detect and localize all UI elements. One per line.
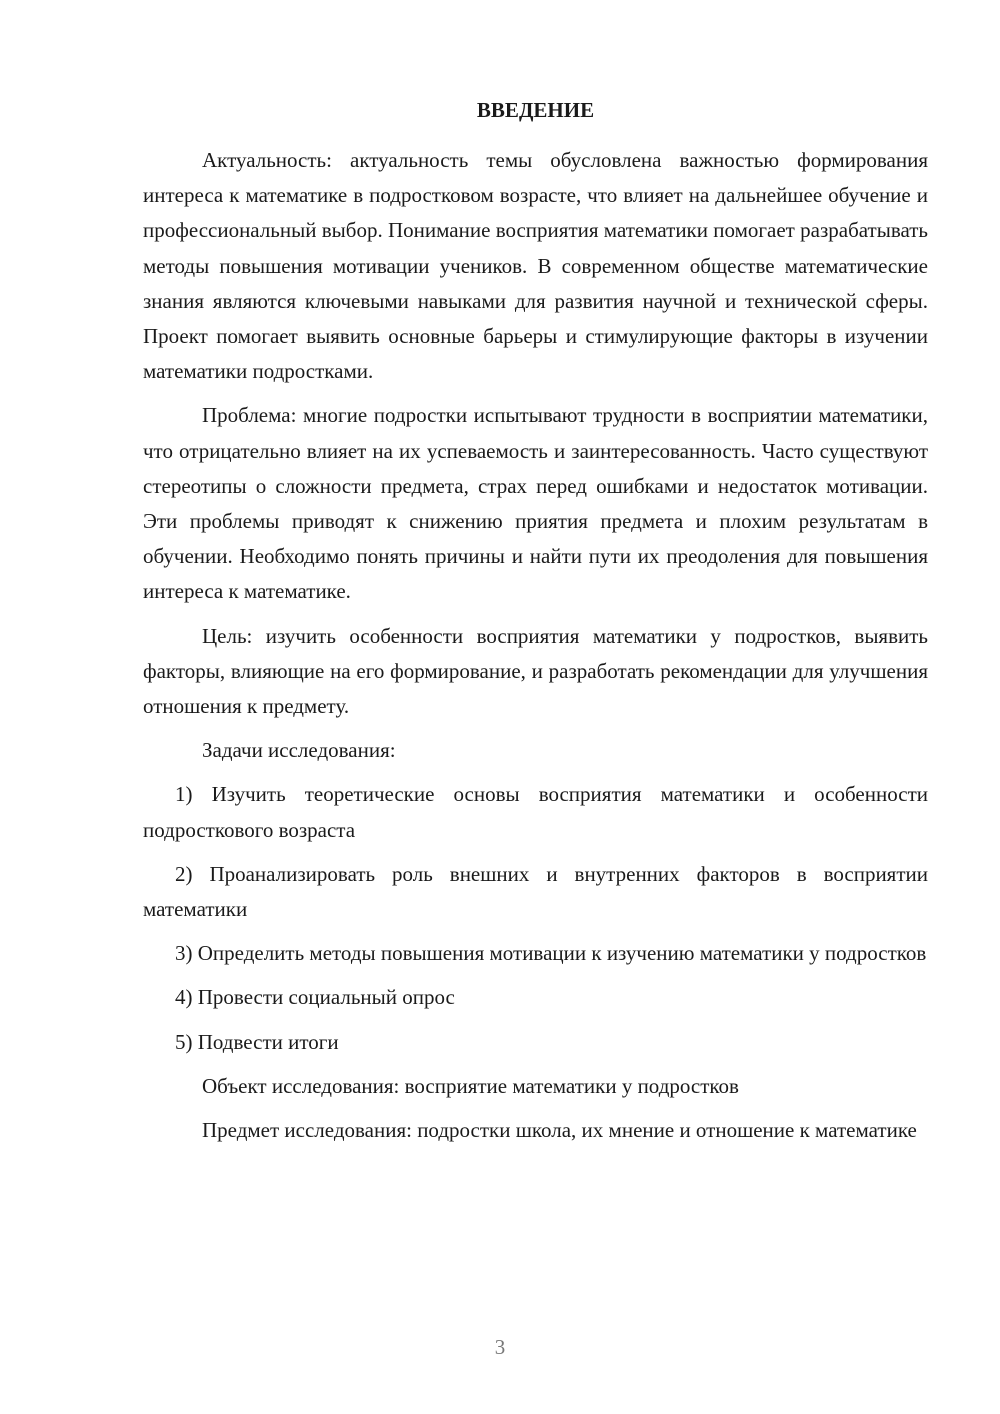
task-item: 1) Изучить теоретические основы восприятия математики и особенности подросткового возраста — [143, 782, 928, 842]
tasks-heading: Задачи исследования: — [202, 738, 396, 763]
task-item: 2) Проанализировать роль внешних и внутренних факторов в восприятии математики — [143, 861, 928, 922]
research-subject: Предмет исследования: подростки школа, их мнение и отношение к математике — [202, 1118, 917, 1143]
task-item: 4) Провести социальный опрос — [175, 985, 455, 1010]
paragraph-problem: Проблема: многие подростки испытывают трудности в восприятии математики, что отрицательно влияет на их успеваемость и заинтересованность. Часто существуют стереотипы о сложности предмета, страх перед ошибками и недостаток мотивации. Эти проблемы приводят к снижению приятия предмета и плохим результатам в обучении. Необходимо понять причины и найти пути их преодоления для повышения интереса к математике. — [143, 403, 928, 604]
task-item: 3) Определить методы повышения мотивации к изучению математики у подростков — [175, 941, 927, 966]
research-object: Объект исследования: восприятие математики у подростков — [202, 1073, 739, 1098]
page-title: ВВЕДЕНИЕ — [476, 98, 595, 122]
paragraph-goal: Цель: изучить особенности восприятия математики у подростков, выявить факторы, влияющие на его формирование, и разработать рекомендации для улучшения отношения к предмету. — [143, 623, 928, 719]
paragraph-relevance: Актуальность: актуальность темы обусловлена важностью формирования интереса к математике в подростковом возрасте, что влияет на дальнейшее обучение и профессиональный выбор. Понимание восприятия математики помогает разрабатывать методы повышения мотивации учеников. В современном обществе математические знания являются ключевыми навыками для развития научной и технической сферы. Проект помогает выявить основные барьеры и стимулирующие факторы в изучении математики подростками. — [143, 148, 928, 384]
page-number: 3 — [494, 1335, 506, 1359]
task-item: 5) Подвести итоги — [175, 1029, 339, 1054]
document-page — [143, 95, 928, 1157]
